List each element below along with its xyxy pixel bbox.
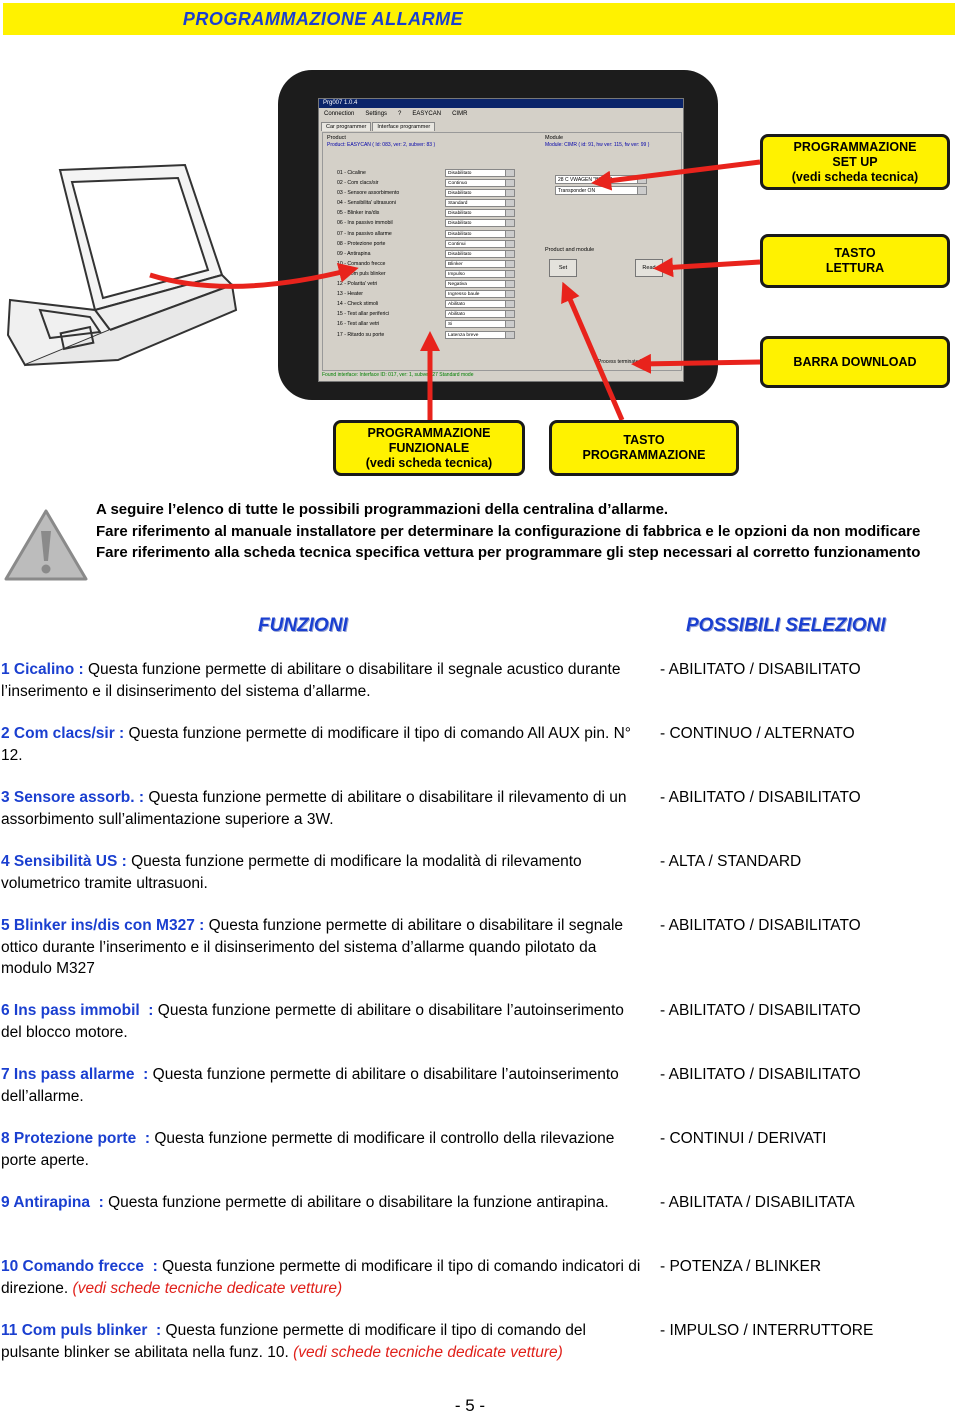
function-name: 10 Comando frecce (1, 1258, 144, 1275)
function-label: 14 - Check stimoli (337, 301, 379, 308)
function-separator: : (139, 1002, 158, 1019)
function-description: Questa funzione permette di abilitare o disabilitare il rilevamento di un assorbimento sull’alimentazione superiore a 3W. (1, 789, 627, 828)
function-description: Questa funzione permette di modificare il tipo di comando indicatori di direzione. (1, 1258, 641, 1297)
technical-sheet-note: (vedi schede tecniche dedicate vetture) (293, 1343, 563, 1361)
menu-cimr[interactable]: CIMR (452, 111, 468, 117)
intro-text (96, 499, 956, 564)
callout-funzionale: PROGRAMMAZIONE FUNZIONALE (vedi scheda tecnica) (333, 420, 525, 476)
function-separator: : (114, 725, 129, 742)
function-name: 8 Protezione porte (1, 1130, 137, 1147)
function-label: 15 - Test allar periferici (337, 311, 390, 318)
function-separator: : (134, 1066, 153, 1083)
technical-sheet-note: (vedi schede tecniche dedicate vetture) (72, 1279, 343, 1297)
function-name: 9 Antirapina (1, 1194, 90, 1211)
callout-programmazione: TASTO PROGRAMMAZIONE (549, 420, 739, 476)
callout-setup: PROGRAMMAZIONE SET UP (vedi scheda tecnica) (760, 134, 950, 190)
function-description: Questa funzione permette di modificare il tipo di comando del pulsante blinker se abilitata nella funz. 10. (1, 1322, 586, 1361)
intro-line-2: Fare riferimento al manuale installatore per determinare la configurazione di fabbrica e le opzioni da non modificare (96, 522, 921, 540)
function-label: 16 - Test allar vetri (337, 321, 380, 328)
function-select[interactable]: Latenza breve (445, 331, 515, 339)
function-name: 5 Blinker ins/dis con M327 (1, 917, 195, 934)
function-name: 11 Com puls blinker (1, 1322, 148, 1339)
function-separator: : (144, 1258, 163, 1275)
arrow-download (640, 362, 760, 364)
function-label: 11 - Com puls blinker (337, 270, 386, 277)
product-value: Product: EASYCAN ( Id: 083, ver: 2, subver: 83 ) (327, 142, 436, 148)
selection-options: - POTENZA / BLINKER (660, 1258, 822, 1275)
selection-options: - CONTINUO / ALTERNATO (660, 725, 855, 742)
tab-car-programmer[interactable]: Car programmer (321, 122, 371, 131)
function-description: Questa funzione permette di modificare il controllo della rilevazione porte aperte. (1, 1130, 615, 1169)
intro-line-1: A seguire l’elenco di tutte le possibili programmazioni della centralina d’allarme. (96, 501, 669, 518)
function-item (1, 1128, 641, 1171)
function-name: 6 Ins pass immobil (1, 1002, 140, 1019)
function-item (1, 659, 641, 702)
function-select[interactable]: Impulso (445, 270, 515, 278)
selection-options: - ABILITATO / DISABILITATO (660, 661, 861, 678)
menu-help[interactable]: ? (398, 111, 402, 117)
arrow-programmazione (566, 290, 622, 420)
function-item (1, 851, 641, 894)
function-label: 01 - Cicaline (337, 170, 366, 176)
function-label: 06 - Ins passivo immobil (337, 220, 393, 227)
intro-line-3: Fare riferimento alla scheda tecnica specifica vettura per programmare gli step necessari al corretto funzionamento (96, 544, 921, 561)
function-name: 7 Ins pass allarme (1, 1066, 135, 1083)
tab-interface-programmer[interactable]: Interface programmer (372, 122, 435, 131)
arrow-setup (600, 162, 760, 182)
function-select[interactable]: Disabilitato (445, 209, 515, 217)
function-item (1, 1000, 641, 1043)
function-select[interactable]: Si (445, 320, 515, 328)
menu-settings[interactable]: Settings (365, 111, 388, 117)
function-select[interactable]: Disabilitato (445, 230, 515, 238)
selection-options: - ABILITATO / DISABILITATO (660, 1002, 861, 1019)
read-button[interactable]: Read (635, 259, 663, 277)
function-description: Questa funzione permette di abilitare o disabilitare l’autoinserimento del blocco motore. (1, 1002, 624, 1041)
function-select[interactable]: Ingresso baule (445, 290, 515, 298)
function-select[interactable]: Abilitato (445, 310, 515, 318)
transponder-select[interactable]: Transponder ON (555, 186, 647, 195)
function-separator: : (117, 853, 132, 870)
function-item (1, 1320, 641, 1363)
function-description: Questa funzione permette di abilitare o disabilitare il segnale ottico durante l’inserimento e il disinserimento del sistema d’allarme quando pilotato da modulo M327 (1, 917, 624, 977)
function-label: 02 - Com clacs/sir (337, 180, 379, 187)
arrow-laptop (150, 270, 350, 286)
function-separator: : (136, 1130, 155, 1147)
function-item (1, 1256, 641, 1299)
selection-options: - ABILITATO / DISABILITATO (660, 789, 861, 806)
function-label: 12 - Polarita' vetri (337, 281, 378, 288)
menu-easycan[interactable]: EASYCAN (412, 111, 442, 117)
function-select[interactable]: Disabilitato (445, 219, 515, 227)
module-label: Module (545, 135, 564, 141)
function-label: 17 - Ritardo su porte (337, 331, 385, 338)
page-number: - 5 - (454, 1396, 486, 1415)
function-description: Questa funzione permette di abilitare o disabilitare il segnale acustico durante l’inserimento e il disinserimento del sistema d’allarme. (1, 661, 621, 700)
function-select[interactable]: Disabilitato (445, 250, 515, 258)
arrow-lettura (662, 262, 760, 268)
callout-lettura: TASTO LETTURA (760, 234, 950, 288)
function-separator: : (90, 1194, 109, 1211)
product-module-label: Product and module (545, 247, 595, 253)
function-item (1, 1064, 641, 1107)
function-item (1, 787, 641, 830)
selection-options: - ABILITATA / DISABILITATA (660, 1194, 855, 1211)
function-label: 05 - Blinker ins/dis (337, 210, 380, 217)
status-bar: Found interface: Interface ID: 017, ver: 1, subver: 27 Standard mode (322, 372, 474, 378)
function-select[interactable]: Continui (445, 240, 515, 248)
function-label: 13 - Heater (337, 291, 363, 298)
selection-options: - IMPULSO / INTERRUTTORE (660, 1322, 874, 1339)
function-name: 1 Cicalino (1, 661, 75, 678)
function-separator: : (134, 789, 149, 806)
function-label: 03 - Sensore assorbimento (337, 190, 400, 197)
function-select[interactable]: Continuo (445, 179, 515, 187)
function-name: 4 Sensibilità US (1, 853, 118, 870)
selection-options: - ABILITATO / DISABILITATO (660, 1066, 861, 1083)
function-item (1, 915, 641, 980)
selection-options: - ALTA / STANDARD (660, 853, 802, 870)
function-select[interactable]: Disabilitato (445, 189, 515, 197)
function-separator: : (74, 661, 88, 678)
functions-heading: FUNZIONI (258, 615, 348, 636)
function-select[interactable]: Abilitato (445, 300, 515, 308)
window-title: Prg007 1.0.4 (319, 99, 683, 108)
set-button[interactable]: Set (549, 259, 577, 277)
function-label: 09 - Antirapina (337, 250, 371, 257)
function-item (1, 1192, 641, 1214)
module-value: Module: CIMR ( id: 91, hw ver: 115, fw ver: 99 ) (545, 142, 650, 148)
progress-label: Process terminated (598, 359, 642, 365)
function-item (1, 723, 641, 766)
page-title: PROGRAMMAZIONE ALLARME (182, 9, 464, 29)
function-label: 07 - Ins passivo allarme (337, 230, 392, 237)
function-select[interactable]: Negativa (445, 280, 515, 288)
function-name: 2 Com clacs/sir (1, 725, 115, 742)
function-select[interactable]: Standard (445, 199, 515, 207)
product-label: Product (327, 135, 346, 141)
selection-options: - ABILITATO / DISABILITATO (660, 917, 861, 934)
menu-connection[interactable]: Connection (324, 111, 355, 117)
selections-heading: POSSIBILI SELEZIONI (686, 615, 886, 636)
warning-icon (3, 507, 89, 583)
function-label: 08 - Protezione porte (337, 240, 386, 247)
function-name: 3 Sensore assorb. (1, 789, 135, 806)
function-label: 04 - Sensibilita' ultrasuoni (337, 200, 396, 207)
vehicle-select[interactable]: 28 C VWAGEN "B" ver 1 (555, 175, 647, 184)
selection-options: - CONTINUI / DERIVATI (660, 1130, 827, 1147)
function-separator: : (147, 1322, 166, 1339)
function-select[interactable]: Blinker (445, 260, 515, 268)
function-label: 10 - Comando frecce (337, 260, 386, 267)
function-description: Questa funzione permette di abilitare o disabilitare la funzione antirapina. (108, 1194, 609, 1211)
function-description: Questa funzione permette di modificare la modalità di rilevamento volumetrico tramite ultrasuoni. (1, 853, 582, 892)
function-description: Questa funzione permette di modificare il tipo di comando All AUX pin. N° 12. (1, 725, 631, 764)
function-separator: : (194, 917, 209, 934)
function-select[interactable]: Disabilitato (445, 169, 515, 177)
callout-download: BARRA DOWNLOAD (760, 336, 950, 388)
function-description: Questa funzione permette di abilitare o disabilitare l’autoinserimento dell’allarme. (1, 1066, 619, 1105)
